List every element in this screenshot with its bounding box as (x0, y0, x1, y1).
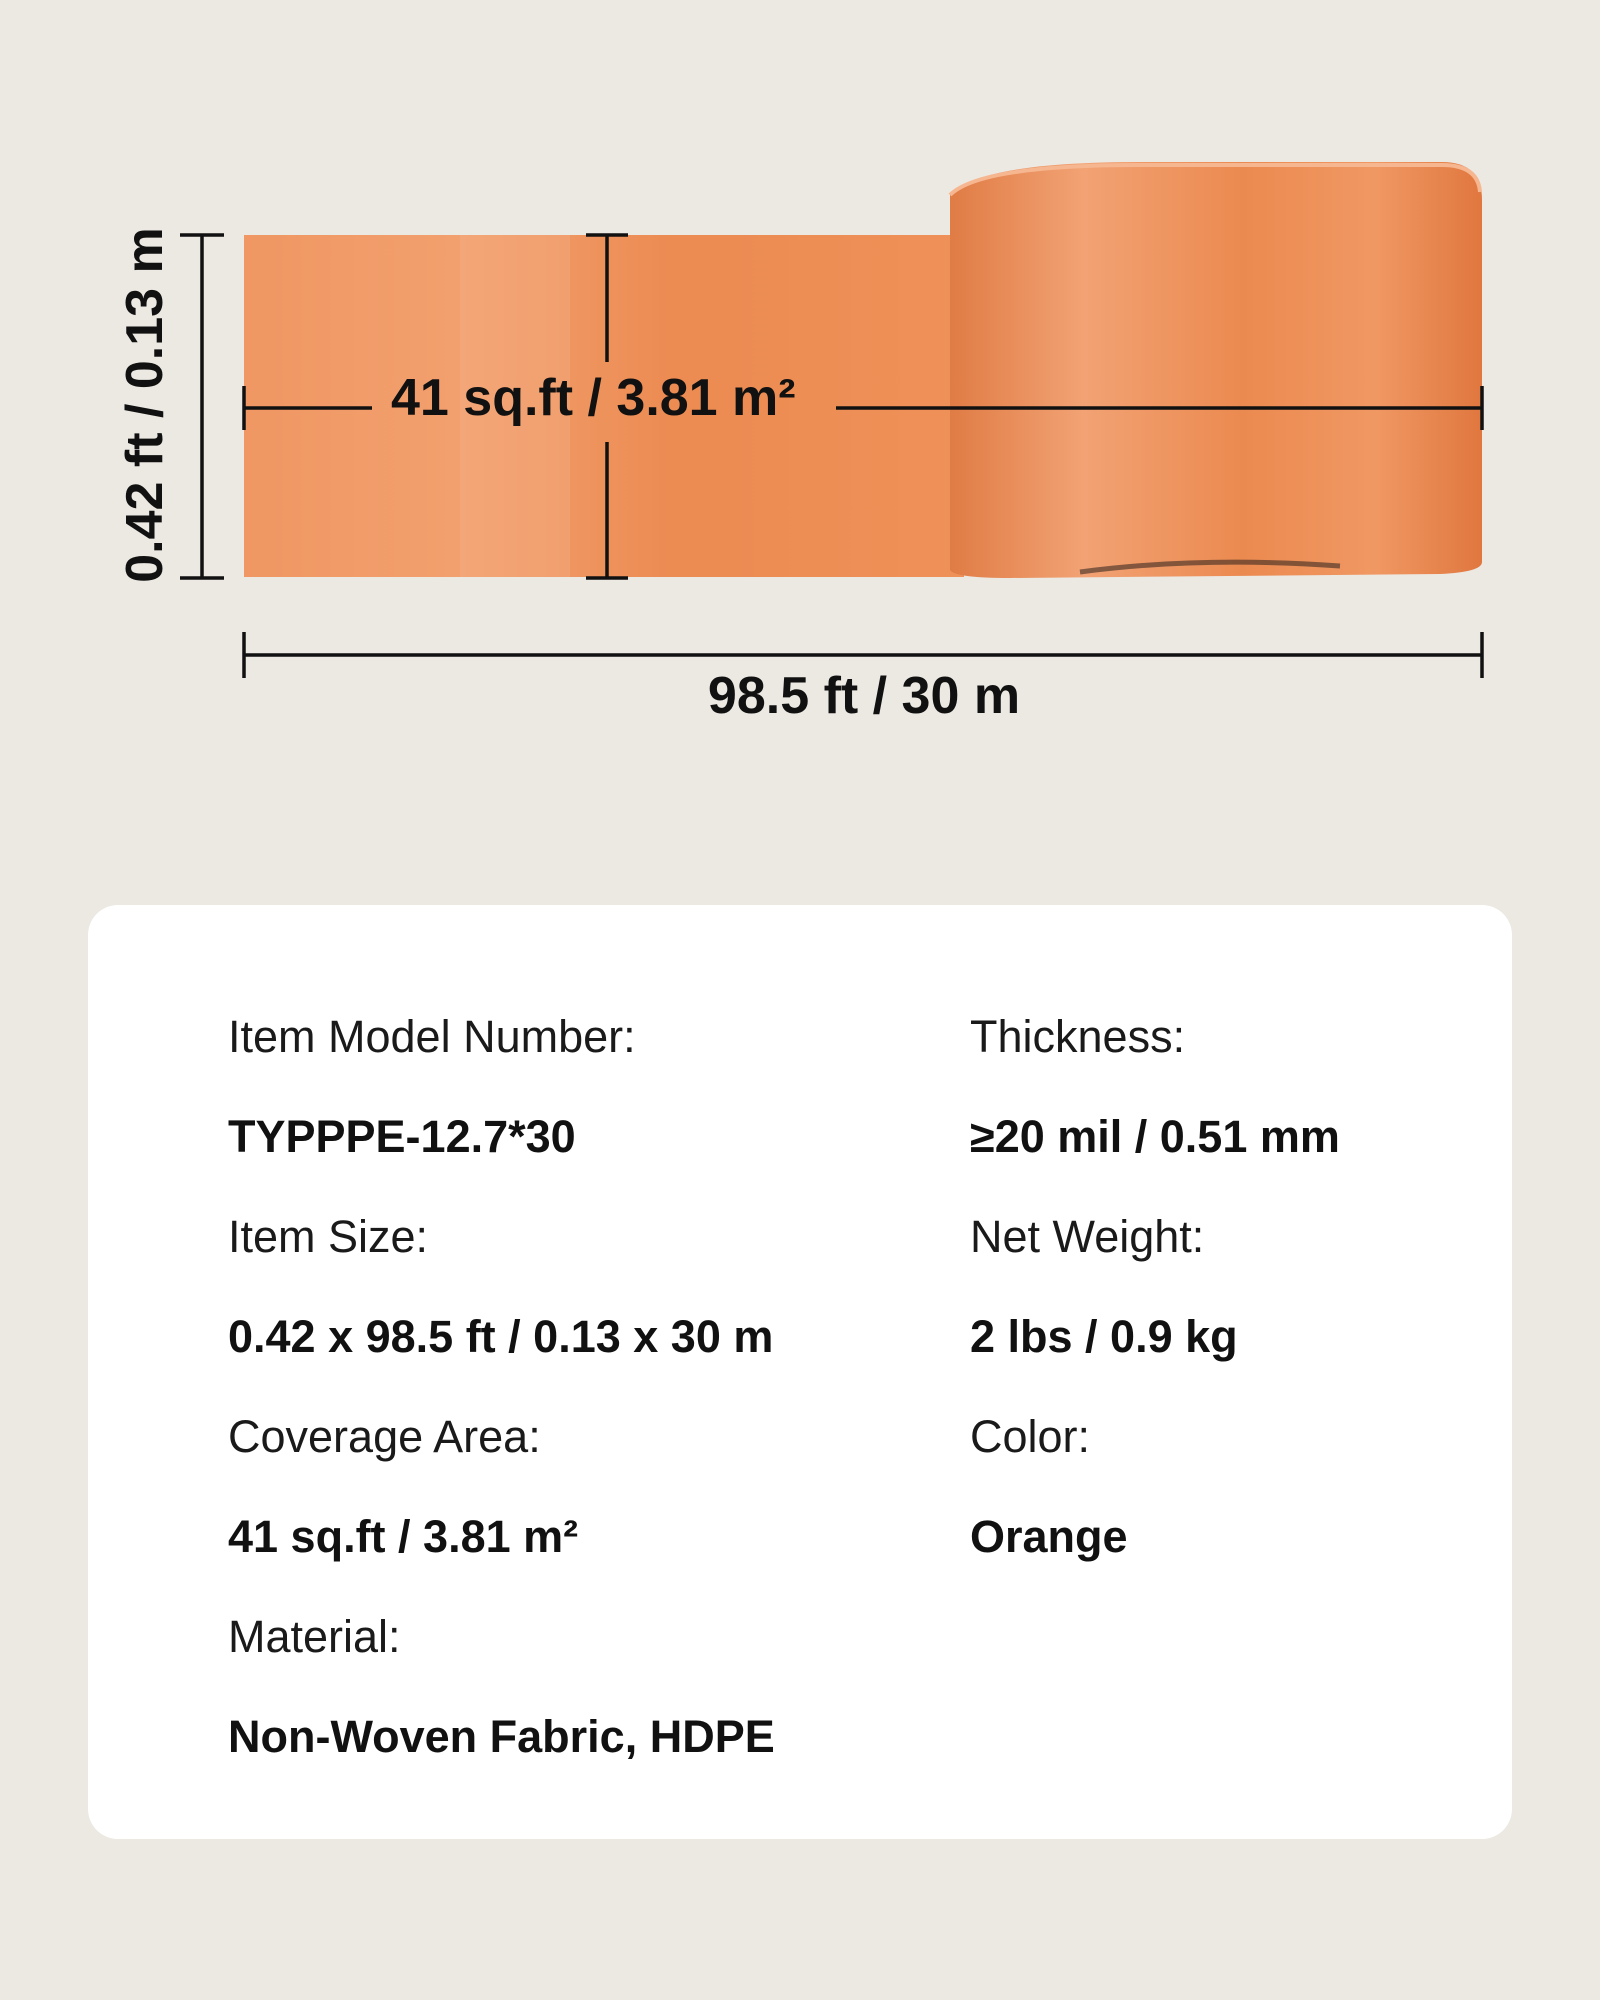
color-value: Orange (970, 1511, 1128, 1562)
coverage-area-spec-label: Coverage Area: (228, 1411, 541, 1462)
color-label: Color: (970, 1411, 1091, 1462)
specifications-card (88, 905, 1512, 1839)
net-weight-value: 2 lbs / 0.9 kg (970, 1311, 1238, 1362)
product-dimension-figure (0, 0, 1600, 800)
model-number-label: Item Model Number: (228, 1011, 636, 1062)
item-size-label: Item Size: (228, 1211, 429, 1262)
thickness-value: ≥20 mil / 0.51 mm (970, 1111, 1340, 1162)
coverage-area-label: 41 sq.ft / 3.81 m² (391, 369, 796, 427)
item-size-value: 0.42 x 98.5 ft / 0.13 x 30 m (228, 1311, 774, 1362)
length-label: 98.5 ft / 30 m (707, 667, 1021, 725)
material-value: Non-Woven Fabric, HDPE (228, 1711, 775, 1762)
model-number-value: TYPPPE-12.7*30 (228, 1111, 576, 1162)
thickness-label: Thickness: (970, 1011, 1186, 1062)
material-label: Material: (228, 1611, 401, 1662)
height-label: 0.42 ft / 0.13 m (116, 227, 174, 583)
specs-left-column (228, 987, 775, 1787)
net-weight-label: Net Weight: (970, 1211, 1205, 1262)
tape-roll (950, 162, 1482, 578)
height-dimension-line (180, 235, 224, 578)
coverage-area-spec-value: 41 sq.ft / 3.81 m² (228, 1511, 579, 1562)
specs-right-column (970, 987, 1340, 1587)
